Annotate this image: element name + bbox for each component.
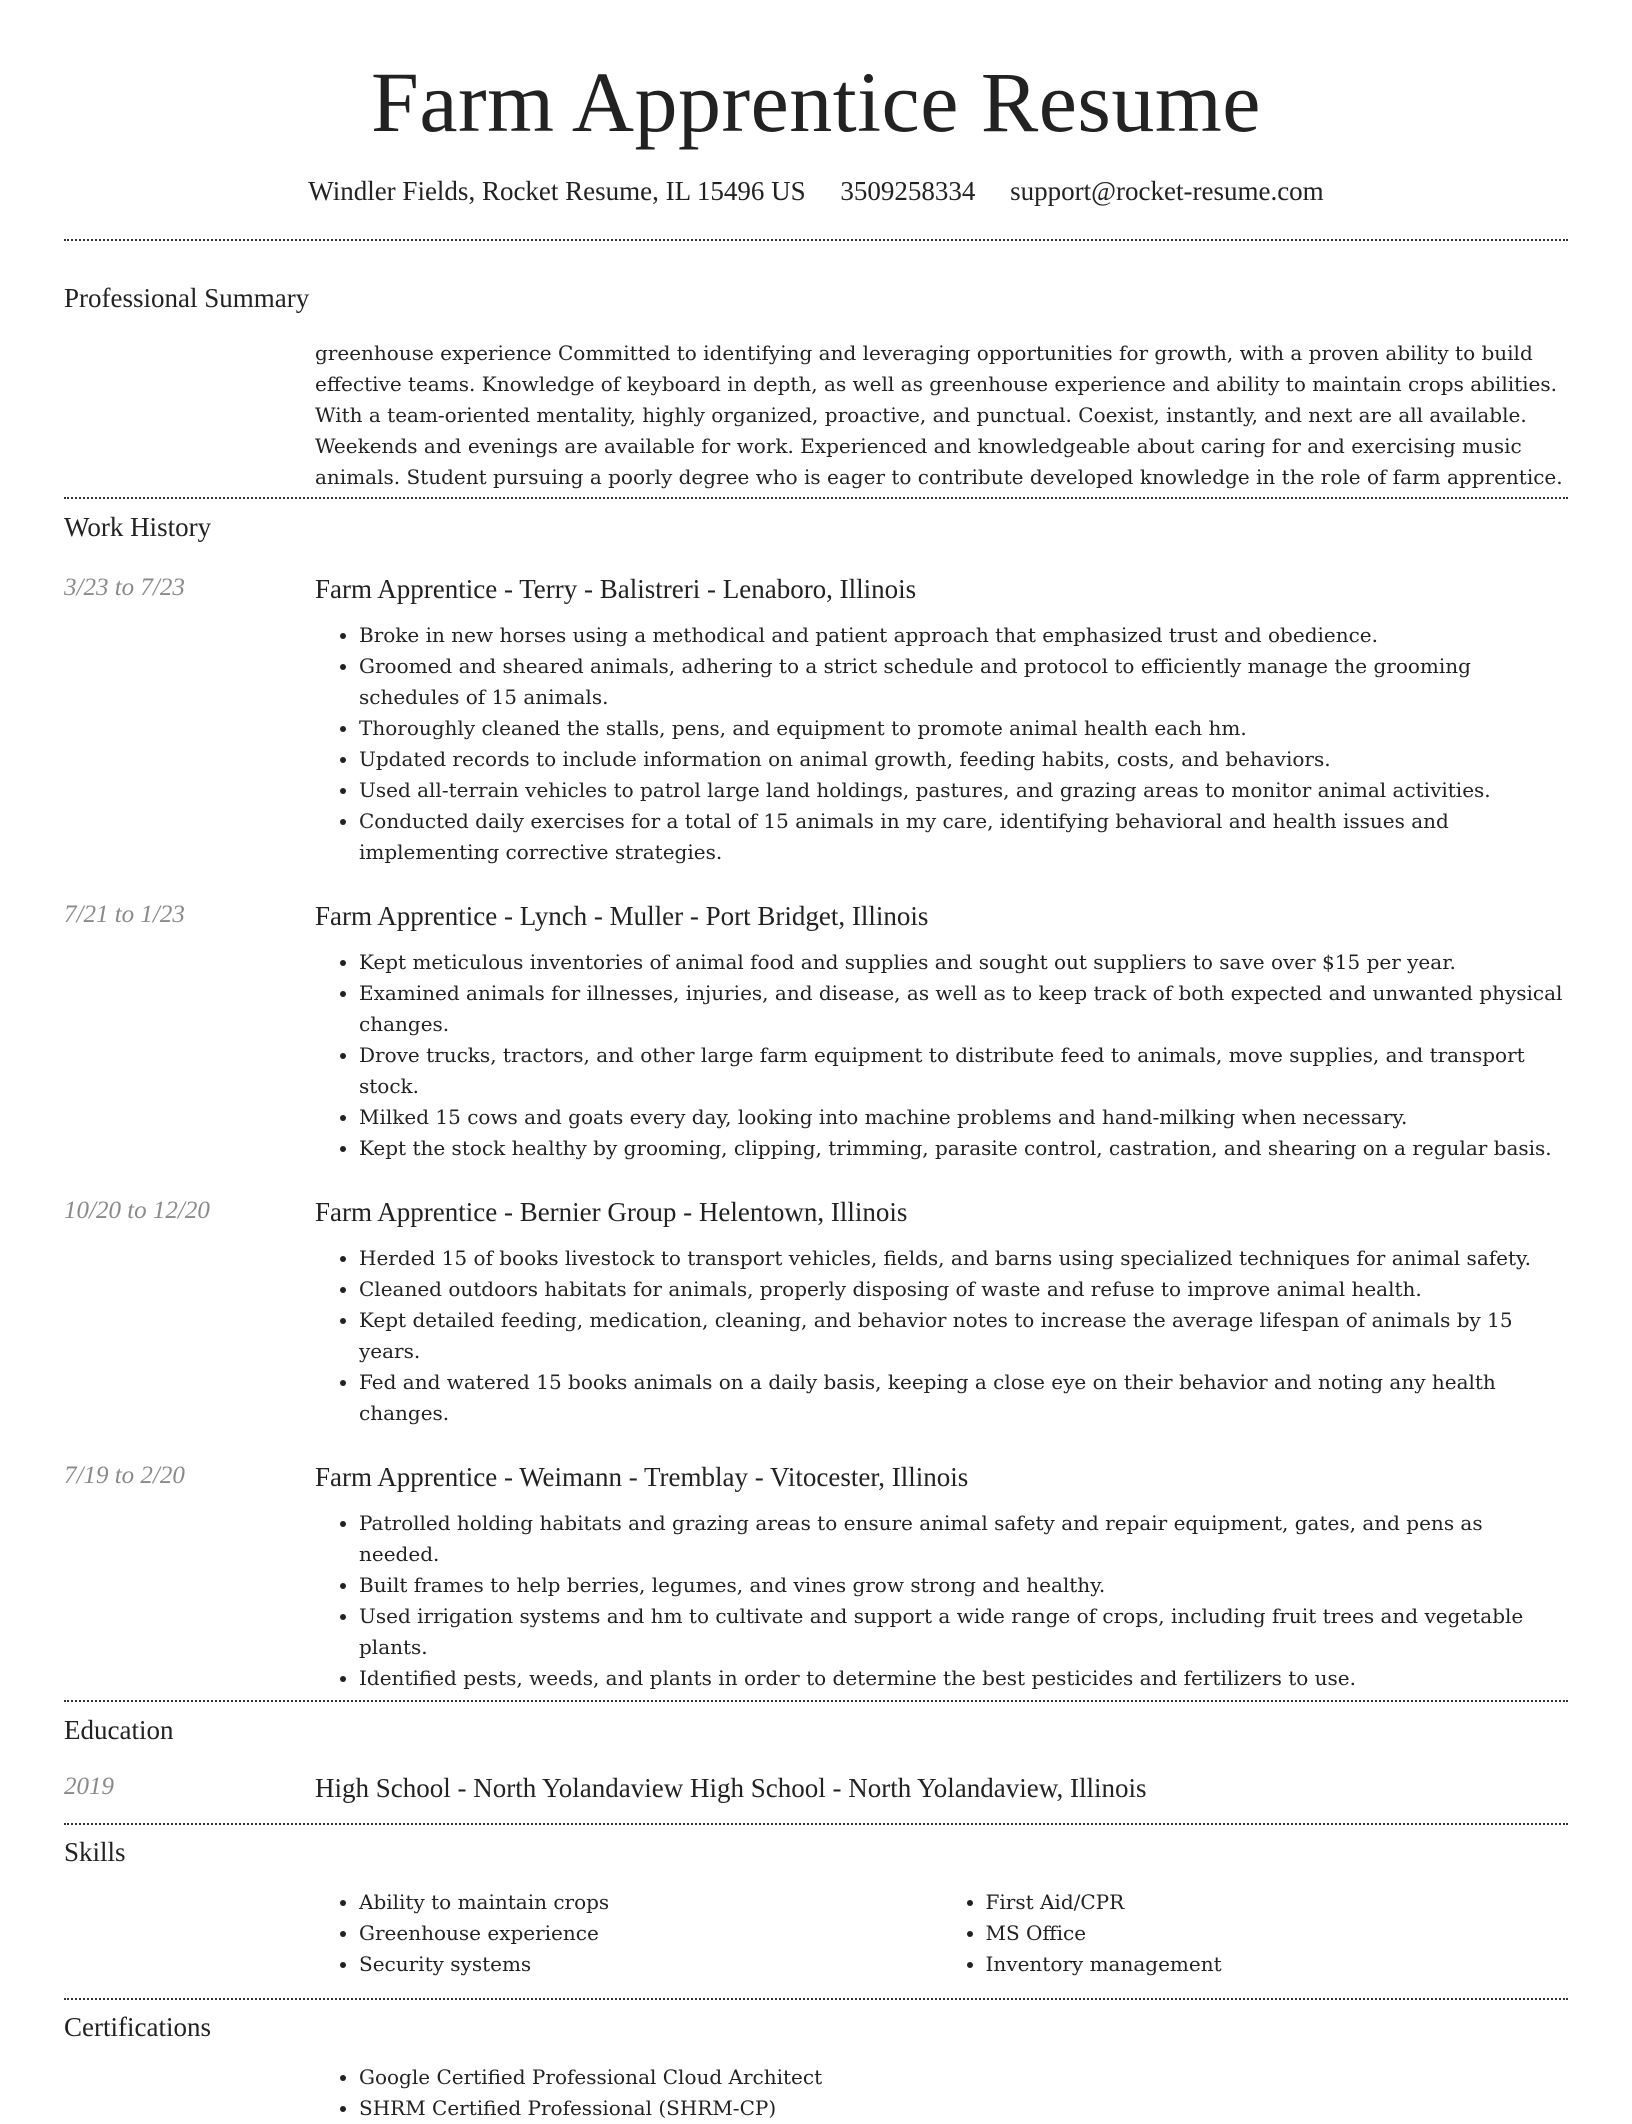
skill-item: • First Aid/CPR xyxy=(986,1887,1569,1918)
job-bullets xyxy=(315,947,1568,1164)
summary-text: greenhouse experience Committed to identifying and leveraging opportunities for growth, with a proven ability to build effective teams. Knowledge of keyboard in depth, as well as greenhouse experience and ability to maintain crops abilities. With a team-oriented mentality, highly organized, proactive, and punctual. Coexist, instantly, and next are all available. Weekends and evenings are available for work. Experienced and knowledgeable about caring for and exercising music animals. Student pursuing a poorly degree who is eager to contribute developed knowledge in the role of farm apprentice. xyxy=(315,341,1563,489)
contact-phone: 3509258334 xyxy=(840,176,976,206)
job-bullet: • Thoroughly cleaned the stalls, pens, and equipment to promote animal health each hm. xyxy=(359,713,1568,744)
job-title: Farm Apprentice - Bernier Group - Helentown, Illinois xyxy=(315,1197,908,1227)
job-bullet: • Examined animals for illnesses, injuries, and disease, as well as to keep track of both expected and unwanted physical changes. xyxy=(359,978,1568,1040)
job-entry xyxy=(64,1460,1568,1694)
job-title: Farm Apprentice - Weimann - Tremblay - Vitocester, Illinois xyxy=(315,1462,969,1492)
job-bullet: • Cleaned outdoors habitats for animals, properly disposing of waste and refuse to improve animal health. xyxy=(359,1274,1568,1305)
job-bullets xyxy=(315,1508,1568,1694)
job-dates: 7/19 to 2/20 xyxy=(64,1462,185,1489)
skill-item: • Ability to maintain crops xyxy=(359,1887,942,1918)
certifications-row xyxy=(64,2062,1568,2124)
job-bullet: • Built frames to help berries, legumes, and vines grow strong and healthy. xyxy=(359,1570,1568,1601)
job-title: Farm Apprentice - Lynch - Muller - Port Bridget, Illinois xyxy=(315,901,929,931)
work-history-heading: Work History xyxy=(64,512,212,542)
certifications-list xyxy=(315,2062,1568,2124)
job-bullet: • Identified pests, weeds, and plants in order to determine the best pesticides and fertilizers to use. xyxy=(359,1663,1568,1694)
job-bullet: • Herded 15 of books livestock to transport vehicles, fields, and barns using specialized techniques for animal safety. xyxy=(359,1243,1568,1274)
job-dates: 3/23 to 7/23 xyxy=(64,574,185,601)
skills-list-right xyxy=(942,1887,1569,1980)
summary-heading: Professional Summary xyxy=(64,283,310,313)
job-bullet: • Drove trucks, tractors, and other large farm equipment to distribute feed to animals, move supplies, and transport stock. xyxy=(359,1040,1568,1102)
job-dates: 10/20 to 12/20 xyxy=(64,1197,210,1224)
contact-address: Windler Fields, Rocket Resume, IL 15496 US xyxy=(308,176,806,206)
job-bullet: • Kept detailed feeding, medication, cleaning, and behavior notes to increase the average lifespan of animals by 15 years. xyxy=(359,1305,1568,1367)
job-bullet: • Updated records to include information on animal growth, feeding habits, costs, and behaviors. xyxy=(359,744,1568,775)
job-bullet: • Fed and watered 15 books animals on a daily basis, keeping a close eye on their behavior and noting any health changes. xyxy=(359,1367,1568,1429)
work-history-list xyxy=(64,572,1568,1694)
skills-row xyxy=(64,1887,1568,1980)
certification-item: • SHRM Certified Professional (SHRM-CP) xyxy=(359,2093,1568,2124)
education-heading: Education xyxy=(64,1715,174,1745)
job-entry xyxy=(64,572,1568,868)
contact-line xyxy=(64,174,1568,208)
skills-list-left xyxy=(315,1887,942,1980)
summary-row xyxy=(64,338,1568,493)
job-bullet: • Broke in new horses using a methodical and patient approach that emphasized trust and obedience. xyxy=(359,620,1568,651)
divider xyxy=(64,1998,1568,2000)
skill-item: • Greenhouse experience xyxy=(359,1918,942,1949)
job-entry xyxy=(64,1195,1568,1429)
resume-page xyxy=(64,0,1568,2124)
divider xyxy=(64,1823,1568,1825)
job-bullet: • Milked 15 cows and goats every day, looking into machine problems and hand-milking when necessary. xyxy=(359,1102,1568,1133)
certification-item: • Google Certified Professional Cloud Architect xyxy=(359,2062,1568,2093)
resume-title: Farm Apprentice Resume xyxy=(371,54,1261,150)
job-title: Farm Apprentice - Terry - Balistreri - Lenaboro, Illinois xyxy=(315,574,917,604)
certifications-heading: Certifications xyxy=(64,2012,211,2042)
skill-item: • Inventory management xyxy=(986,1949,1569,1980)
skill-item: • Security systems xyxy=(359,1949,942,1980)
education-row xyxy=(64,1771,1568,1805)
job-bullet: • Used all-terrain vehicles to patrol large land holdings, pastures, and grazing areas to monitor animal activities. xyxy=(359,775,1568,806)
contact-email: support@rocket-resume.com xyxy=(1010,176,1324,206)
education-entry: High School - North Yolandaview High School - North Yolandaview, Illinois xyxy=(315,1773,1147,1803)
divider xyxy=(64,1700,1568,1702)
job-entry xyxy=(64,899,1568,1164)
divider xyxy=(64,497,1568,499)
job-bullet: • Groomed and sheared animals, adhering to a strict schedule and protocol to efficiently manage the grooming schedules of 15 animals. xyxy=(359,651,1568,713)
job-bullet: • Kept the stock healthy by grooming, clipping, trimming, parasite control, castration, and shearing on a regular basis. xyxy=(359,1133,1568,1164)
skills-heading: Skills xyxy=(64,1837,126,1867)
divider xyxy=(64,239,1568,241)
education-year: 2019 xyxy=(64,1773,114,1800)
job-bullet: • Patrolled holding habitats and grazing areas to ensure animal safety and repair equipment, gates, and pens as needed. xyxy=(359,1508,1568,1570)
job-bullets xyxy=(315,1243,1568,1429)
skill-item: • MS Office xyxy=(986,1918,1569,1949)
job-bullet: • Kept meticulous inventories of animal food and supplies and sought out suppliers to save over $15 per year. xyxy=(359,947,1568,978)
job-bullet: • Used irrigation systems and hm to cultivate and support a wide range of crops, including fruit trees and vegetable plants. xyxy=(359,1601,1568,1663)
job-dates: 7/21 to 1/23 xyxy=(64,901,185,928)
job-bullet: • Conducted daily exercises for a total of 15 animals in my care, identifying behavioral and health issues and implementing corrective strategies. xyxy=(359,806,1568,868)
job-bullets xyxy=(315,620,1568,868)
